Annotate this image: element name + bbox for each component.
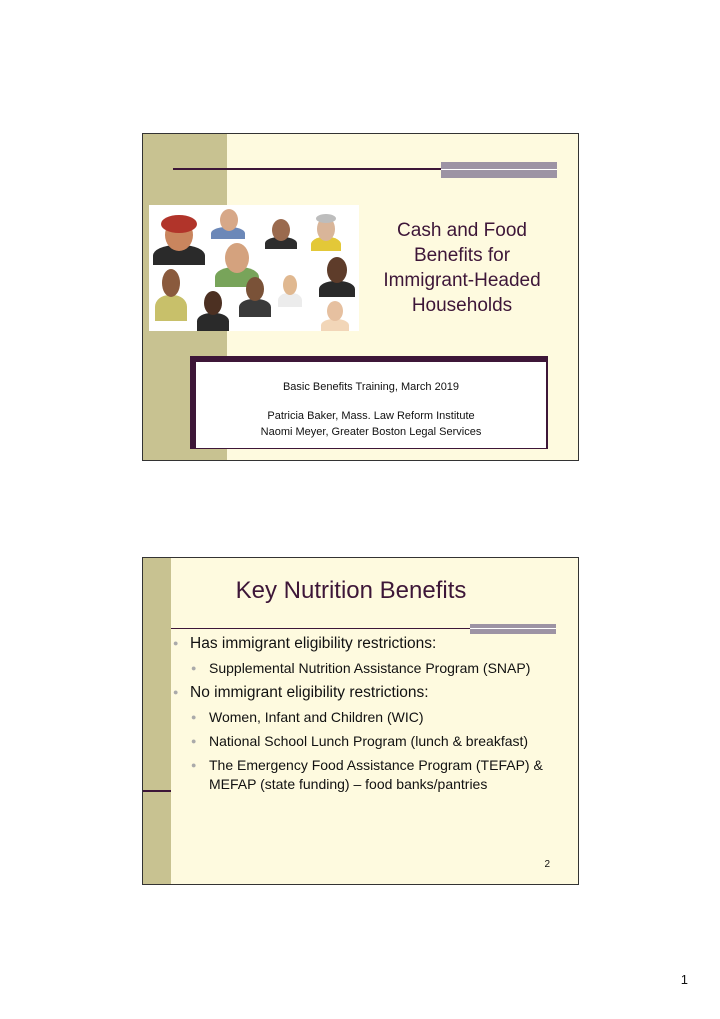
- title-line: Households: [411, 295, 513, 316]
- side-rule: [143, 790, 171, 792]
- title-line: Cash and Food: [397, 220, 527, 241]
- slide-2: [142, 557, 579, 885]
- person-photo: [149, 261, 193, 321]
- accent-bar: [470, 624, 556, 634]
- person-photo: [307, 211, 345, 251]
- presenter-name: Naomi Meyer, Greater Boston Legal Services: [260, 426, 482, 438]
- presenter-name: Patricia Baker, Mass. Law Reform Institute: [267, 410, 475, 422]
- person-photo: [149, 213, 209, 265]
- sub-list-item: ● The Emergency Food Assistance Program (TEFAP) & MEFAP (state funding) – food banks/pantries: [191, 757, 543, 792]
- person-photo: [193, 283, 233, 331]
- side-band: [143, 558, 171, 884]
- sub-list-item: ● National School Lunch Program (lunch & breakfast): [191, 733, 529, 749]
- sub-list-item: ● Women, Infant and Children (WIC): [191, 709, 424, 725]
- title-line: Benefits for: [413, 245, 511, 266]
- slide-number: 2: [544, 859, 550, 870]
- person-photo: [317, 297, 353, 331]
- person-photo: [261, 215, 301, 249]
- slide-1: [142, 133, 579, 461]
- accent-bar: [441, 162, 557, 178]
- sub-list-item: ● Supplemental Nutrition Assistance Program (SNAP): [191, 660, 531, 676]
- person-photo: [315, 251, 359, 297]
- list-item: ● Has immigrant eligibility restrictions:: [173, 635, 437, 652]
- slide-title: Key Nutrition Benefits: [235, 577, 467, 604]
- title-line: Immigrant-Headed: [383, 270, 541, 291]
- slide-title: [367, 218, 557, 318]
- page-number: 1: [680, 972, 688, 987]
- photo-collage: [149, 205, 359, 331]
- person-photo: [275, 269, 305, 307]
- bullet-list: [173, 634, 553, 799]
- person-photo: [203, 205, 253, 239]
- list-item: ● No immigrant eligibility restrictions:: [173, 684, 429, 701]
- presenter-info-box: [190, 356, 548, 449]
- person-photo: [235, 269, 275, 317]
- event-name: Basic Benefits Training, March 2019: [282, 381, 460, 393]
